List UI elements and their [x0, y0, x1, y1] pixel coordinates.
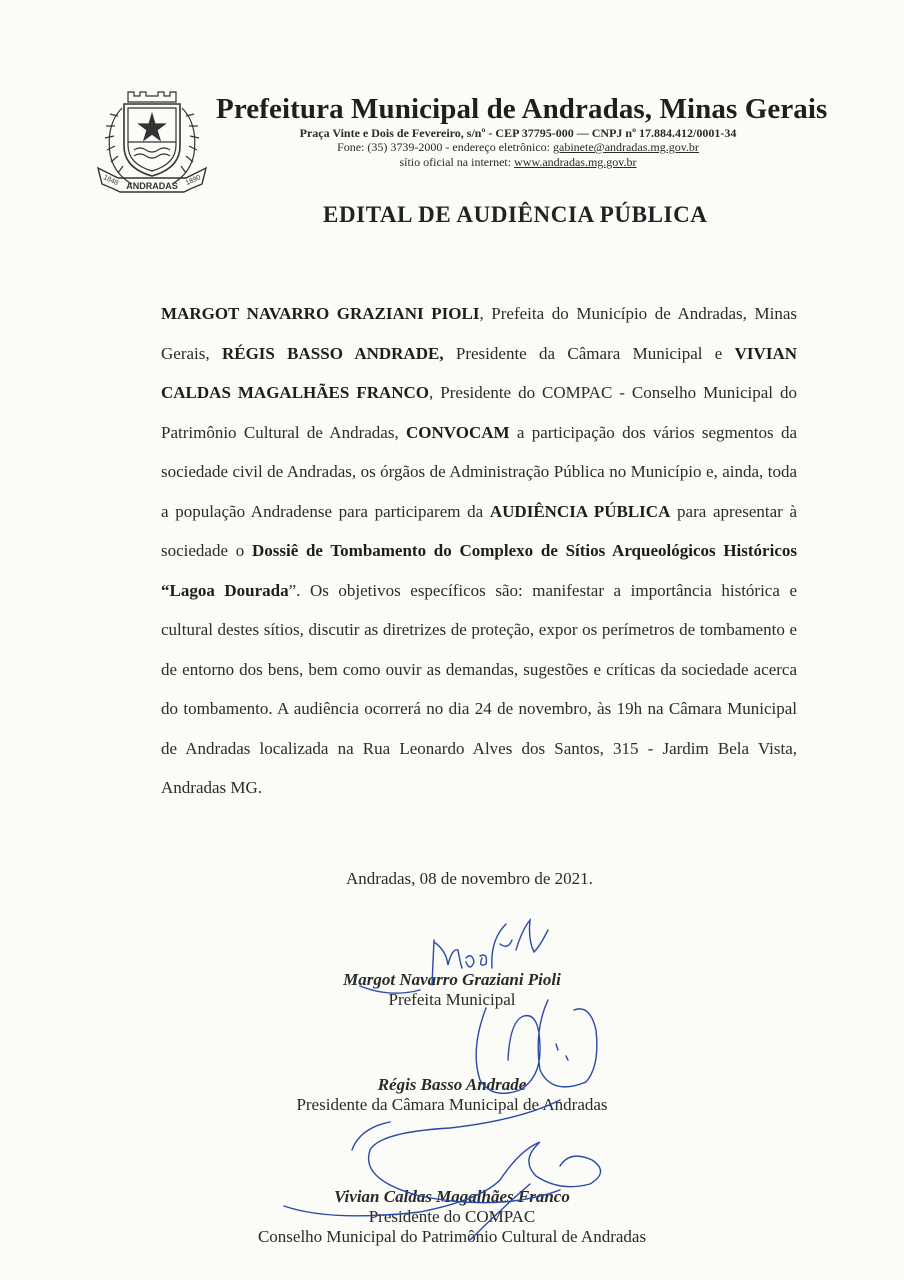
contact-prefix: Fone: (35) 3739-2000 - endereço eletrônico:: [337, 140, 554, 154]
signatory-role: Presidente da Câmara Municipal de Andradas: [296, 1095, 608, 1114]
org-contact: [216, 140, 820, 155]
body-text: ”. Os objetivos específicos são: manifestar a importância histórica e cultural destes sítios, discutir as diretrizes de proteção, expor os perímetros de tombamento e de entorno dos bens, bem como ouvir as demandas, sugestões e críticas da sociedade acerca do tombamento. A audiência ocorrerá no dia 24 de novembro, às 19h na Câmara Municipal de Andradas localizada na Rua Leonardo Alves dos Santos, 315 - Jardim Bela Vista, Andradas MG.: [161, 580, 797, 797]
org-title: Prefeitura Municipal de Andradas, Minas Gerais: [216, 93, 828, 125]
dossie-title: Dossiê de Tombamento do Complexo de Sítios Arqueológicos Históricos “Lagoa Dourada: [161, 541, 797, 600]
convocam-word: CONVOCAM: [406, 422, 510, 442]
crest-banner-text: ANDRADAS: [126, 181, 178, 191]
body-text: a participação dos vários segmentos da sociedade civil de Andradas, os órgãos de Administração Pública no Município e, ainda, toda a população Andradense para participarem da: [161, 422, 797, 521]
site-prefix: sítio oficial na internet:: [399, 155, 515, 169]
audiencia-publica-word: AUDIÊNCIA PÚBLICA: [489, 501, 671, 521]
letterhead: [216, 92, 828, 170]
signature-block-compac: [0, 1187, 904, 1247]
signatory-role: Prefeita Municipal: [388, 990, 516, 1009]
body-text: para apresentar à sociedade o: [161, 501, 798, 560]
mayor-name: MARGOT NAVARRO GRAZIANI PIOLI: [161, 304, 480, 323]
body-text: , Prefeita do Município de Andradas, Minas Gerais,: [161, 304, 797, 363]
date-line: Andradas, 08 de novembro de 2021.: [346, 869, 593, 888]
body-text: , Presidente do COMPAC - Conselho Municipal do Patrimônio Cultural de Andradas,: [161, 383, 797, 442]
signature-block-mayor: [0, 970, 904, 1010]
signatory-name: Margot Navarro Graziani Pioli: [343, 970, 561, 989]
municipal-crest-icon: [88, 84, 216, 202]
compac-president-name: VIVIAN CALDAS MAGALHÃES FRANCO: [161, 343, 797, 402]
site-url-link[interactable]: www.andradas.mg.gov.br: [514, 155, 637, 169]
crest-year-left: 1848: [102, 174, 120, 188]
org-address: Praça Vinte e Dois de Fevereiro, s/nº - CEP 37795-000 — CNPJ nº 17.884.412/0001-34: [299, 126, 737, 140]
signatory-role-line2: Conselho Municipal do Patrimônio Cultural de Andradas: [257, 1227, 647, 1246]
signatory-role: Presidente do COMPAC: [368, 1207, 536, 1226]
org-site: [216, 155, 820, 170]
signatory-name: Régis Basso Andrade: [377, 1075, 527, 1094]
page-title: EDITAL DE AUDIÊNCIA PÚBLICA: [323, 202, 708, 227]
signature-block-council: [0, 1075, 904, 1115]
edital-body: [161, 294, 797, 808]
council-president-name: RÉGIS BASSO ANDRADE,: [221, 343, 444, 363]
crest-year-right: 1890: [184, 174, 202, 188]
contact-email-link[interactable]: gabinete@andradas.mg.gov.br: [553, 140, 699, 154]
signatory-name: Vivian Caldas Magalhães Franco: [334, 1187, 570, 1206]
body-text: Presidente da Câmara Municipal e: [443, 343, 735, 363]
